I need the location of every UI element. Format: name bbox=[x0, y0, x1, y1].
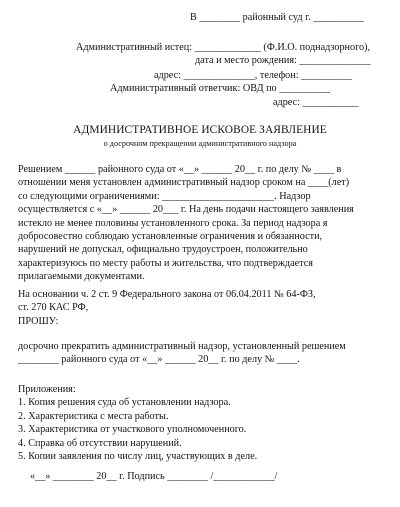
request-line: ________ районного суда от «__» ______ 20__ г. по делу № ____. bbox=[18, 354, 300, 366]
basis-line: ст. 270 КАС РФ, bbox=[18, 302, 89, 314]
body-line: характеризуюсь по месту работы и жительства, что подтверждается bbox=[18, 257, 313, 269]
prosu-heading: ПРОШУ: bbox=[18, 315, 59, 327]
attachment-item: 2. Характеристика с места работы. bbox=[18, 410, 169, 422]
header-plaintiff-line: Административный истец: _____________ (Ф.И.О. поднадзорного), bbox=[76, 42, 371, 53]
body-line: нарушений не допускал, официально трудоустроен, положительно bbox=[18, 244, 308, 256]
body-line: осуществляется с «__» ______ 20___ г. На день подачи настоящего заявления bbox=[18, 204, 354, 216]
signature-line: «__» ________ 20__ г. Подпись ________ /____________/ bbox=[30, 471, 278, 482]
body-line: истекло не менее половины установленного срока. За период надзора я bbox=[18, 217, 328, 229]
document-subtitle: о досрочном прекращении административного надзора bbox=[103, 139, 297, 148]
request-paragraph bbox=[18, 340, 346, 367]
attachment-item: 4. Справка об отсутствии нарушений. bbox=[18, 437, 182, 449]
header-address-phone-line: адрес: ______________, телефон: __________ bbox=[154, 70, 353, 81]
body-paragraph bbox=[18, 163, 354, 284]
body-line: отношении меня установлен административный надзор сроком на ____(лет) bbox=[18, 177, 350, 189]
attachment-item: 1. Копия решения суда об установлении надзора. bbox=[18, 397, 231, 409]
basis-line: На основании ч. 2 ст. 9 Федерального закона от 06.04.2011 № 64-ФЗ, bbox=[18, 289, 316, 300]
body-line: добросовестно соблюдаю установленные ограничения и обязанности, bbox=[18, 231, 323, 243]
attachments-list bbox=[18, 383, 257, 463]
body-line: Решением ______ районного суда от «__» ______ 20__ г. по делу № ____ в bbox=[18, 164, 342, 175]
legal-basis bbox=[18, 288, 316, 328]
header-defendant-line: Административный ответчик: ОВД по __________ bbox=[110, 83, 331, 94]
attachment-item: 5. Копии заявления по числу лиц, участвующих в деле. bbox=[18, 451, 258, 463]
attachments-heading: Приложения: bbox=[18, 384, 76, 395]
header-birth-line: дата и место рождения: ______________ bbox=[195, 55, 371, 66]
body-line: прилагаемыми документами. bbox=[18, 271, 145, 283]
body-line: со следующими ограничениями: ______________________. Надзор bbox=[18, 190, 311, 202]
request-line: досрочно прекратить административный надзор, установленный решением bbox=[18, 341, 346, 352]
header-defendant-address-line: адрес: ___________ bbox=[273, 97, 359, 108]
header-court-line: В ________ районный суд г. __________ bbox=[190, 12, 365, 23]
document-title: АДМИНИСТРАТИВНОЕ ИСКОВОЕ ЗАЯВЛЕНИЕ bbox=[73, 124, 327, 136]
attachment-item: 3. Характеристика от участкового уполномоченного. bbox=[18, 424, 247, 436]
